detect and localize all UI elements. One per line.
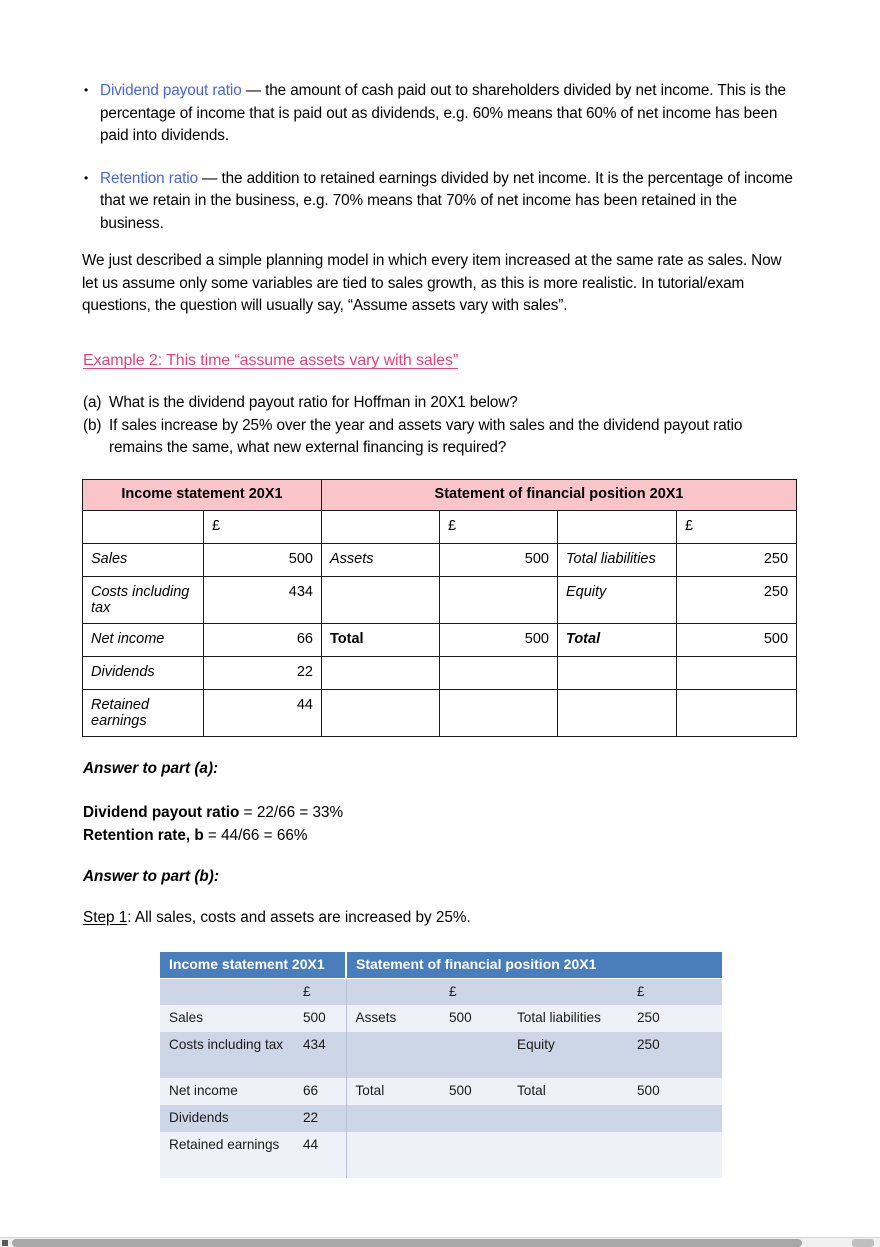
financial-table-step1 (160, 952, 722, 1178)
row-label (558, 690, 677, 737)
row-value: 500 (628, 1078, 722, 1105)
table2-header-financial-position: Statement of financial position 20X1 (346, 952, 722, 978)
table-row (160, 1032, 722, 1078)
dividend-payout-calculation (83, 802, 343, 825)
table-row (160, 1078, 722, 1105)
row-value (440, 1132, 508, 1178)
example-2-heading: Example 2: This time “assume assets vary with sales” (83, 352, 459, 369)
list-item (82, 80, 798, 148)
row-value (440, 1105, 508, 1132)
horizontal-scrollbar[interactable] (0, 1237, 880, 1247)
table-row (83, 657, 797, 690)
answer-b-title: Answer to part (b): (83, 868, 219, 885)
row-value: 500 (440, 1078, 508, 1105)
row-label: Net income (83, 624, 204, 657)
row-label: Total liabilities (558, 544, 677, 577)
row-value: 44 (204, 690, 322, 737)
row-value: 434 (204, 577, 322, 624)
row-label: Costs including tax (160, 1032, 294, 1078)
row-value (440, 1032, 508, 1078)
empty-cell (346, 978, 440, 1005)
table-header-row (160, 952, 722, 978)
row-value: 500 (440, 544, 558, 577)
row-value: 22 (204, 657, 322, 690)
table-row (160, 1005, 722, 1032)
row-value: 250 (628, 1032, 722, 1078)
table-currency-row (83, 511, 797, 544)
row-label-total: Total (322, 624, 440, 657)
row-label: Net income (160, 1078, 294, 1105)
row-label: Assets (346, 1005, 440, 1032)
row-label: Equity (508, 1032, 628, 1078)
row-value: 250 (628, 1005, 722, 1032)
currency-symbol-2: £ (440, 978, 508, 1005)
row-label: Dividends (160, 1105, 294, 1132)
row-label: Sales (83, 544, 204, 577)
row-value (628, 1105, 722, 1132)
step-1-line (83, 909, 471, 927)
row-label: Sales (160, 1005, 294, 1032)
table-row (83, 690, 797, 737)
row-value: 250 (677, 577, 797, 624)
table-currency-row (160, 978, 722, 1005)
row-label: Dividends (83, 657, 204, 690)
table2-header-income-statement: Income statement 20X1 (160, 952, 346, 978)
row-value: 500 (677, 624, 797, 657)
scrollbar-thumb[interactable] (12, 1239, 802, 1247)
empty-cell (160, 978, 294, 1005)
bullet-body-text: — the amount of cash paid out to shareholders divided by net income. This is the percentage of income that is paid out as dividends, e.g. 60% means that 60% of net income has been paid into dividends. (100, 82, 786, 145)
table1-header-financial-position: Statement of financial position 20X1 (322, 480, 797, 511)
answer-a-calculations (83, 802, 343, 847)
retention-rate-label: Retention rate, b (83, 826, 204, 844)
question-b-label: (b) (83, 416, 102, 434)
answer-a-title: Answer to part (a): (83, 760, 219, 777)
question-b-text: If sales increase by 25% over the year and assets vary with sales and the dividend payout ratio remains the same, what new external financing is required? (109, 416, 743, 457)
empty-cell (322, 511, 440, 544)
row-label (558, 657, 677, 690)
scrollbar-track-end[interactable] (852, 1239, 874, 1247)
row-label (508, 1105, 628, 1132)
currency-symbol-3: £ (628, 978, 722, 1005)
row-value: 434 (294, 1032, 346, 1078)
step-1-text: : All sales, costs and assets are increased by 25%. (127, 909, 471, 926)
bullet-body-text: — the addition to retained earnings divided by net income. It is the percentage of income that we retain in the business, e.g. 70% means that 70% of net income has been retained in the business. (100, 169, 793, 232)
empty-cell (508, 978, 628, 1005)
row-value: 44 (294, 1132, 346, 1178)
row-label-total: Total (508, 1078, 628, 1105)
row-label: Retained earnings (160, 1132, 294, 1178)
table-row (83, 624, 797, 657)
row-value: 500 (204, 544, 322, 577)
currency-symbol-2: £ (440, 511, 558, 544)
question-list (83, 392, 799, 460)
row-label (322, 657, 440, 690)
row-label (322, 690, 440, 737)
row-value (440, 577, 558, 624)
row-label-total: Total (346, 1078, 440, 1105)
row-label: Equity (558, 577, 677, 624)
table-row (160, 1132, 722, 1178)
row-value: 66 (204, 624, 322, 657)
row-value (440, 657, 558, 690)
row-value: 500 (440, 624, 558, 657)
row-label (322, 577, 440, 624)
row-value: 22 (294, 1105, 346, 1132)
row-label (346, 1032, 440, 1078)
row-label (346, 1132, 440, 1178)
intro-paragraph: We just described a simple planning model in which every item increased at the same rate as sales. Now let us assume only some variables are tied to sales growth, as this is more realistic. In tutorial/exam questions, the question will usually say, “Assume assets vary with sales”. (82, 252, 782, 315)
question-b (83, 415, 799, 460)
question-a-text: What is the dividend payout ratio for Hoffman in 20X1 below? (109, 394, 518, 411)
row-value (628, 1132, 722, 1178)
empty-cell (83, 511, 204, 544)
step-1-label: Step 1 (83, 909, 128, 926)
dividend-payout-value: = 22/66 = 33% (239, 804, 344, 821)
empty-cell (558, 511, 677, 544)
table-row (83, 577, 797, 624)
table-row (83, 544, 797, 577)
row-label (508, 1132, 628, 1178)
row-label-total: Total (558, 624, 677, 657)
table1-header-income-statement: Income statement 20X1 (83, 480, 322, 511)
table-header-row (83, 480, 797, 511)
row-label: Retained earnings (83, 690, 204, 737)
currency-symbol-1: £ (294, 978, 346, 1005)
question-a-label: (a) (83, 394, 102, 411)
question-a (83, 392, 799, 415)
row-label (346, 1105, 440, 1132)
row-value: 500 (440, 1005, 508, 1032)
row-label: Total liabilities (508, 1005, 628, 1032)
row-label: Costs including tax (83, 577, 204, 624)
retention-rate-value: = 44/66 = 66% (203, 826, 308, 844)
currency-symbol-1: £ (204, 511, 322, 544)
row-value (677, 690, 797, 737)
currency-symbol-3: £ (677, 511, 797, 544)
row-value (677, 657, 797, 690)
definition-bullet-list (82, 80, 798, 256)
list-item (82, 168, 798, 236)
row-value: 500 (294, 1005, 346, 1032)
row-value (440, 690, 558, 737)
table-row (160, 1105, 722, 1132)
row-value: 250 (677, 544, 797, 577)
scroll-left-arrow-icon[interactable] (2, 1240, 8, 1246)
row-label: Assets (322, 544, 440, 577)
row-value: 66 (294, 1078, 346, 1105)
term-retention-ratio: Retention ratio (100, 169, 198, 187)
retention-rate-calculation (83, 825, 343, 848)
dividend-payout-label: Dividend payout ratio (83, 804, 240, 821)
financial-table-original (82, 479, 797, 737)
term-dividend-payout-ratio: Dividend payout ratio (100, 82, 242, 99)
